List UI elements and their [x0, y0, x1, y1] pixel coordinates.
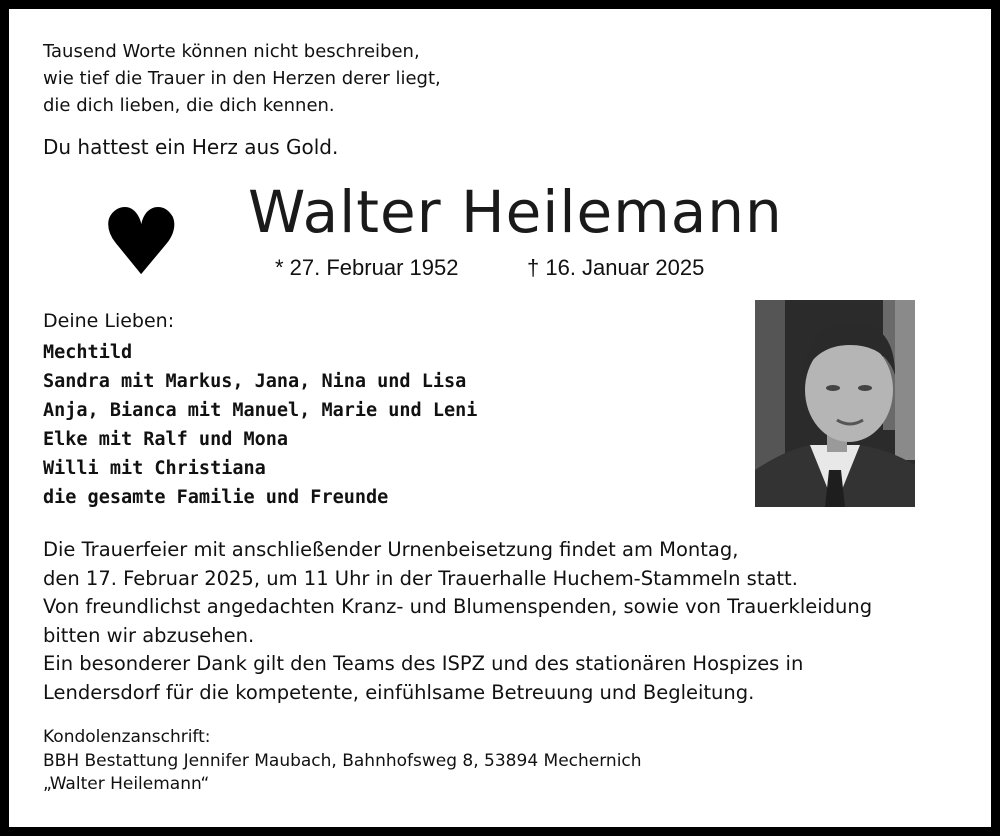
- family-member: Elke mit Ralf und Mona: [43, 429, 289, 450]
- heart-of-gold-line: Du hattest ein Herz aus Gold.: [43, 135, 339, 159]
- poem: [43, 38, 441, 119]
- family-list: [43, 338, 477, 512]
- announcement-line: Die Trauerfeier mit anschließender Urnenbeisetzung findet am Montag,: [43, 538, 739, 561]
- announcement-line: Lendersdorf für die kompetente, einfühlsame Betreuung und Begleitung.: [43, 680, 755, 704]
- death-date: † 16. Januar 2025: [527, 255, 705, 280]
- portrait-illustration: [755, 300, 915, 507]
- border-left: [0, 0, 9, 836]
- border-right: [991, 0, 1000, 836]
- announcement-line: Ein besonderer Dank gilt den Teams des ISPZ und des stationären Hospizes in: [43, 652, 804, 676]
- condolence-reference: „Walter Heilemann“: [43, 774, 210, 794]
- announcement-line: bitten wir abzusehen.: [43, 623, 255, 647]
- deceased-name: Walter Heilemann: [248, 178, 783, 246]
- announcement-line: den 17. Februar 2025, um 11 Uhr in der Trauerhalle Huchem-Stammeln statt.: [43, 566, 798, 590]
- family-member: Anja, Bianca mit Manuel, Marie und Leni: [43, 400, 478, 421]
- family-member: Willi mit Christiana: [43, 458, 266, 479]
- announcement-line: Von freundlichst angedachten Kranz- und Blumenspenden, sowie von Trauerkleidung: [43, 595, 873, 619]
- poem-line: wie tief die Trauer in den Herzen derer liegt,: [43, 68, 441, 89]
- condolence-address: [43, 726, 642, 797]
- poem-line: die dich lieben, die dich kennen.: [43, 95, 335, 116]
- family-label: Deine Lieben:: [43, 310, 175, 332]
- family-member: Sandra mit Markus, Jana, Nina und Lisa: [43, 371, 467, 392]
- family-member: Mechtild: [43, 342, 133, 363]
- birth-date: * 27. Februar 1952: [275, 255, 459, 280]
- heart-icon: ♥: [100, 189, 183, 296]
- border-top: [0, 0, 1000, 9]
- condolence-label: Kondolenzanschrift:: [43, 727, 211, 747]
- announcement: [43, 536, 872, 708]
- border-bottom: [0, 827, 1000, 836]
- family-member: die gesamte Familie und Freunde: [43, 487, 389, 508]
- portrait-photo: [755, 300, 915, 507]
- condolence-address-line: BBH Bestattung Jennifer Maubach, Bahnhofsweg 8, 53894 Mechernich: [43, 750, 642, 771]
- poem-line: Tausend Worte können nicht beschreiben,: [43, 41, 420, 62]
